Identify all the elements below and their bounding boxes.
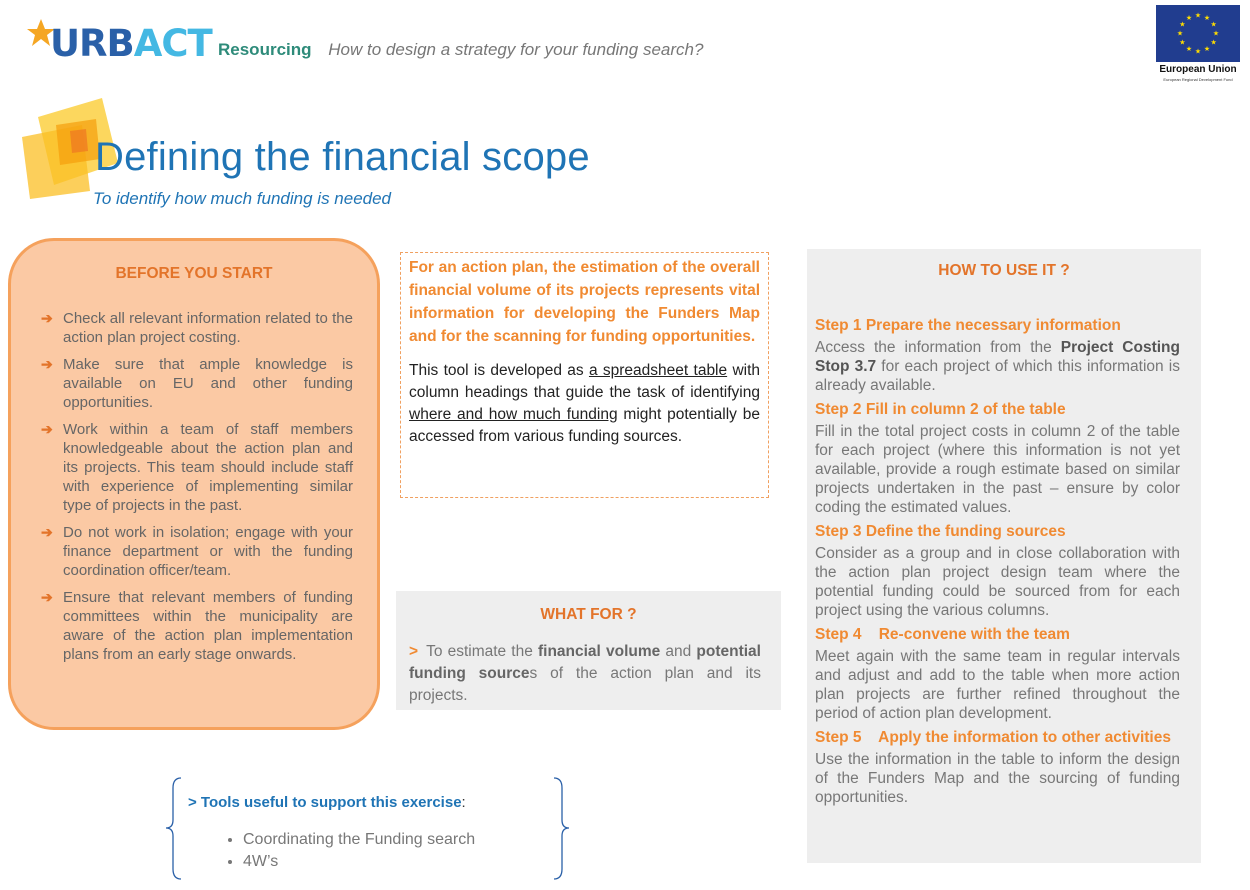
step-title: Step 5 Apply the information to other activities	[815, 729, 1171, 746]
eu-label: European Union	[1159, 64, 1237, 75]
spreadsheet-table-text: a spreadsheet table	[588, 362, 728, 379]
list-item: ➔ Work within a team of staff members knowledgeable about the action plan and its projects. This team should include staff with experience of implementing similar type of projects in the past.	[41, 421, 353, 514]
section-label: Resourcing	[218, 40, 312, 59]
logo-wordmark: URBACT	[50, 22, 212, 65]
step-title: Step 3 Define the funding sources	[815, 523, 1066, 540]
intro-box	[400, 252, 769, 498]
step-text: Use the information in the table to inform the design of the Funders Map and the sourcing of funding opportunities.	[815, 751, 1180, 806]
list-item: ➔ Make sure that ample knowledge is available on EU and other funding opportunities.	[41, 356, 353, 411]
list-item: • 4W’s	[243, 851, 475, 873]
eu-star-icon: ★	[1194, 12, 1202, 20]
tools-list	[217, 829, 475, 873]
step-title: Step 2 Fill in column 2 of the table	[815, 401, 1066, 418]
step-text: Fill in the total project costs in column 2 of the table for each project (where this information is not yet available, provide a rough estimate based on similar projects undertaken in the past – ensure by color coding the estimated values.	[815, 423, 1180, 516]
intro-lead: For an action plan, the estimation of the overall financial volume of its projects represents vital information for developing the Funders Map and for the scanning for funding opportunities.	[409, 259, 760, 345]
left-brace-icon	[165, 776, 185, 881]
eu-star-icon: ★	[1185, 14, 1193, 22]
steps-list	[815, 316, 1180, 812]
before-you-start-panel	[8, 238, 380, 730]
step-text: Meet again with the same team in regular intervals and adjust and add to the table when more action plan projects are further refined throughout the period of action plan development.	[815, 648, 1180, 722]
list-item: • Coordinating the Funding search	[243, 829, 475, 851]
eu-star-icon: ★	[1179, 39, 1186, 47]
arrow-right-icon: ➔	[41, 310, 53, 326]
breadcrumb	[218, 40, 703, 60]
page-title: Defining the financial scope	[95, 135, 590, 179]
eu-logo	[1155, 5, 1241, 89]
list-item: ➔ Check all relevant information related to the action plan project costing.	[41, 310, 353, 346]
eu-star-icon: ★	[1210, 21, 1217, 29]
what-for-text: > To estimate the financial volume and potential funding sources of the action plan and its projects.	[409, 643, 761, 704]
list-item: ➔ Ensure that relevant members of funding committees within the municipality are aware of the action plan implementation plans from an early stage onwards.	[41, 589, 353, 663]
page-subtitle: To identify how much funding is needed	[93, 189, 392, 208]
eu-star-icon: ★	[1203, 46, 1211, 54]
eu-star-icon: ★	[1185, 46, 1193, 54]
eu-star-icon: ★	[1203, 14, 1211, 22]
step-title: Step 1 Prepare the necessary information	[815, 317, 1121, 334]
eu-sublabel: European Regional Development Fund	[1163, 77, 1233, 82]
arrow-right-icon: ➔	[41, 589, 53, 605]
step-title: Step 4 Re-convene with the team	[815, 626, 1070, 643]
section-question: How to design a strategy for your funding search?	[328, 40, 704, 59]
eu-flag-icon	[1156, 5, 1240, 62]
eu-star-icon: ★	[1176, 30, 1184, 38]
where-how-much-text: where and how much funding	[409, 406, 618, 423]
tools-panel	[165, 776, 570, 881]
eu-star-icon: ★	[1210, 39, 1217, 47]
how-to-use-panel	[807, 249, 1201, 863]
eu-star-icon: ★	[1194, 48, 1202, 56]
intro-body: This tool is developed as a spreadsheet table with column headings that guide the task of identifying where and how much funding might potentially be accessed from various funding sources.	[409, 362, 761, 445]
what-for-panel	[396, 591, 781, 710]
before-you-start-list	[41, 309, 353, 672]
tools-heading: > Tools useful to support this exercise:	[188, 794, 466, 811]
arrow-right-icon: ➔	[41, 421, 53, 437]
right-brace-icon	[550, 776, 570, 881]
before-you-start-heading: BEFORE YOU START	[115, 265, 273, 282]
list-item: ➔ Do not work in isolation; engage with your finance department or with the funding coordination officer/team.	[41, 524, 353, 579]
eu-star-icon: ★	[1179, 21, 1186, 29]
step-text: Consider as a group and in close collaboration with the action plan project design team where the potential funding could be sourced from for each project using the various columns.	[815, 545, 1180, 619]
what-for-heading: WHAT FOR ?	[540, 606, 637, 623]
eu-star-icon: ★	[1212, 30, 1220, 38]
arrow-right-icon: ➔	[41, 356, 53, 372]
step-text: Access the information from the Project Costing Stop 3.7 for each project of which this information is already available.	[815, 339, 1180, 394]
how-to-use-heading: HOW TO USE IT ?	[938, 262, 1070, 279]
arrow-right-icon: ➔	[41, 524, 53, 540]
